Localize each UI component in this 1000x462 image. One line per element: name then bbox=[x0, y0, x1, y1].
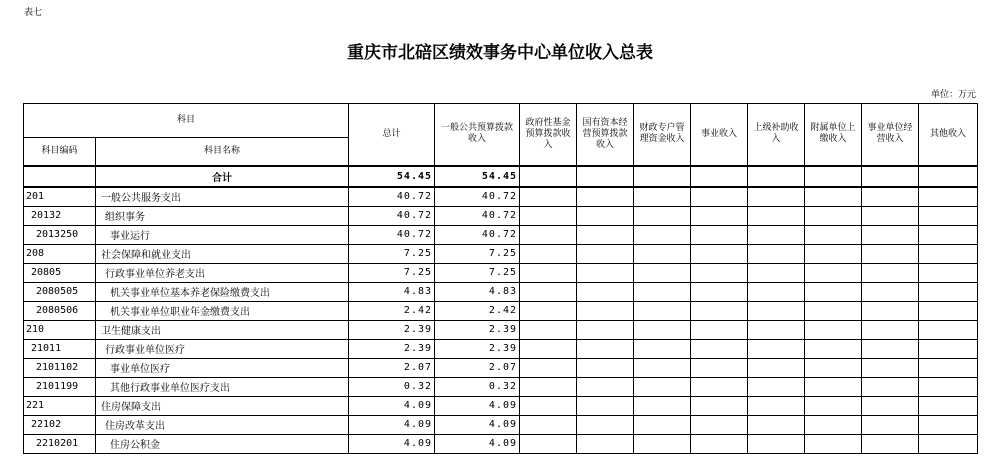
empty-cell bbox=[919, 377, 978, 396]
empty-cell bbox=[862, 320, 919, 339]
summary-label: 合计 bbox=[96, 166, 349, 187]
total-value: 0.32 bbox=[349, 377, 435, 396]
total-value: 40.72 bbox=[349, 225, 435, 244]
empty-cell bbox=[748, 415, 805, 434]
empty-cell bbox=[805, 320, 862, 339]
subject-name: 社会保障和就业支出 bbox=[96, 244, 349, 263]
empty-cell bbox=[634, 434, 691, 453]
empty-cell bbox=[919, 206, 978, 225]
total-value: 2.39 bbox=[349, 320, 435, 339]
empty-cell bbox=[577, 434, 634, 453]
header-affiliated: 附属单位上缴收入 bbox=[805, 104, 862, 166]
empty-cell bbox=[919, 358, 978, 377]
summary-empty-cell bbox=[634, 166, 691, 187]
empty-cell bbox=[691, 377, 748, 396]
empty-cell bbox=[805, 434, 862, 453]
empty-cell bbox=[691, 320, 748, 339]
table-row bbox=[24, 320, 978, 339]
total-value: 7.25 bbox=[349, 244, 435, 263]
empty-cell bbox=[805, 377, 862, 396]
empty-cell bbox=[919, 225, 978, 244]
summary-row bbox=[24, 166, 978, 187]
general-budget-value: 7.25 bbox=[435, 263, 520, 282]
empty-cell bbox=[691, 434, 748, 453]
subject-code: 2013250 bbox=[24, 225, 96, 244]
header-subject: 科目 bbox=[24, 104, 349, 138]
subject-code: 20805 bbox=[24, 263, 96, 282]
empty-cell bbox=[577, 339, 634, 358]
empty-cell bbox=[634, 187, 691, 207]
empty-cell bbox=[577, 358, 634, 377]
summary-general-budget: 54.45 bbox=[435, 166, 520, 187]
empty-cell bbox=[691, 206, 748, 225]
empty-cell bbox=[748, 187, 805, 207]
empty-cell bbox=[862, 339, 919, 358]
empty-cell bbox=[634, 339, 691, 358]
empty-cell bbox=[520, 187, 577, 207]
empty-cell bbox=[805, 263, 862, 282]
header-total: 总计 bbox=[349, 104, 435, 166]
empty-cell bbox=[748, 225, 805, 244]
empty-cell bbox=[520, 282, 577, 301]
empty-cell bbox=[520, 377, 577, 396]
subject-name: 住房改革支出 bbox=[96, 415, 349, 434]
empty-cell bbox=[862, 301, 919, 320]
empty-cell bbox=[520, 263, 577, 282]
table-row bbox=[24, 282, 978, 301]
empty-cell bbox=[577, 301, 634, 320]
subject-code: 2210201 bbox=[24, 434, 96, 453]
income-summary-table bbox=[23, 103, 978, 454]
empty-cell bbox=[691, 225, 748, 244]
empty-cell bbox=[805, 187, 862, 207]
table-row bbox=[24, 206, 978, 225]
summary-empty-cell bbox=[862, 166, 919, 187]
empty-cell bbox=[748, 206, 805, 225]
subject-name: 组织事务 bbox=[96, 206, 349, 225]
header-general-budget: 一般公共预算拨款收入 bbox=[435, 104, 520, 166]
general-budget-value: 2.39 bbox=[435, 339, 520, 358]
general-budget-value: 4.09 bbox=[435, 396, 520, 415]
subject-name: 一般公共服务支出 bbox=[96, 187, 349, 207]
general-budget-value: 4.09 bbox=[435, 415, 520, 434]
general-budget-value: 4.09 bbox=[435, 434, 520, 453]
empty-cell bbox=[805, 301, 862, 320]
unit-label: 单位：万元 bbox=[930, 90, 976, 100]
empty-cell bbox=[805, 415, 862, 434]
subject-code: 221 bbox=[24, 396, 96, 415]
empty-cell bbox=[691, 244, 748, 263]
subject-code: 208 bbox=[24, 244, 96, 263]
empty-cell bbox=[577, 206, 634, 225]
empty-cell bbox=[634, 320, 691, 339]
empty-cell bbox=[691, 263, 748, 282]
summary-empty-cell bbox=[748, 166, 805, 187]
total-value: 2.07 bbox=[349, 358, 435, 377]
general-budget-value: 2.42 bbox=[435, 301, 520, 320]
empty-cell bbox=[577, 396, 634, 415]
page-title: 重庆市北碚区绩效事务中心单位收入总表 bbox=[347, 43, 653, 63]
empty-cell bbox=[919, 434, 978, 453]
general-budget-value: 7.25 bbox=[435, 244, 520, 263]
empty-cell bbox=[634, 377, 691, 396]
subject-name: 事业运行 bbox=[96, 225, 349, 244]
empty-cell bbox=[805, 206, 862, 225]
subject-name: 机关事业单位职业年金缴费支出 bbox=[96, 301, 349, 320]
empty-cell bbox=[577, 225, 634, 244]
empty-cell bbox=[520, 339, 577, 358]
empty-cell bbox=[691, 187, 748, 207]
empty-cell bbox=[748, 301, 805, 320]
empty-cell bbox=[520, 225, 577, 244]
empty-cell bbox=[919, 396, 978, 415]
total-value: 2.42 bbox=[349, 301, 435, 320]
empty-cell bbox=[862, 225, 919, 244]
subject-name: 行政事业单位养老支出 bbox=[96, 263, 349, 282]
table-row bbox=[24, 396, 978, 415]
table-row bbox=[24, 434, 978, 453]
empty-cell bbox=[577, 244, 634, 263]
header-special-fund: 财政专户管理资金收入 bbox=[634, 104, 691, 166]
empty-cell bbox=[919, 187, 978, 207]
empty-cell bbox=[748, 244, 805, 263]
empty-cell bbox=[862, 206, 919, 225]
empty-cell bbox=[862, 415, 919, 434]
empty-cell bbox=[634, 358, 691, 377]
empty-cell bbox=[748, 377, 805, 396]
empty-cell bbox=[577, 415, 634, 434]
total-value: 7.25 bbox=[349, 263, 435, 282]
general-budget-value: 4.83 bbox=[435, 282, 520, 301]
table-row bbox=[24, 358, 978, 377]
empty-cell bbox=[862, 187, 919, 207]
table-row bbox=[24, 187, 978, 207]
empty-cell bbox=[748, 320, 805, 339]
empty-cell bbox=[748, 358, 805, 377]
empty-cell bbox=[520, 244, 577, 263]
empty-cell bbox=[862, 396, 919, 415]
empty-cell bbox=[805, 358, 862, 377]
empty-cell bbox=[691, 282, 748, 301]
empty-cell bbox=[520, 396, 577, 415]
general-budget-value: 2.07 bbox=[435, 358, 520, 377]
empty-cell bbox=[634, 282, 691, 301]
general-budget-value: 40.72 bbox=[435, 225, 520, 244]
subject-code: 22102 bbox=[24, 415, 96, 434]
empty-cell bbox=[919, 415, 978, 434]
general-budget-value: 40.72 bbox=[435, 187, 520, 207]
empty-cell bbox=[520, 358, 577, 377]
empty-cell bbox=[520, 415, 577, 434]
subject-code: 21011 bbox=[24, 339, 96, 358]
empty-cell bbox=[805, 225, 862, 244]
table-row bbox=[24, 225, 978, 244]
total-value: 40.72 bbox=[349, 187, 435, 207]
empty-cell bbox=[748, 263, 805, 282]
empty-cell bbox=[862, 434, 919, 453]
empty-cell bbox=[862, 244, 919, 263]
total-value: 40.72 bbox=[349, 206, 435, 225]
empty-cell bbox=[919, 339, 978, 358]
empty-cell bbox=[805, 396, 862, 415]
subject-name: 机关事业单位基本养老保险缴费支出 bbox=[96, 282, 349, 301]
empty-cell bbox=[919, 301, 978, 320]
empty-cell bbox=[520, 434, 577, 453]
total-value: 2.39 bbox=[349, 339, 435, 358]
empty-cell bbox=[748, 396, 805, 415]
general-budget-value: 40.72 bbox=[435, 206, 520, 225]
subject-code: 2101102 bbox=[24, 358, 96, 377]
empty-cell bbox=[748, 282, 805, 301]
empty-cell bbox=[577, 320, 634, 339]
general-budget-value: 2.39 bbox=[435, 320, 520, 339]
summary-empty-cell bbox=[919, 166, 978, 187]
empty-cell bbox=[634, 206, 691, 225]
empty-cell bbox=[919, 282, 978, 301]
empty-cell bbox=[577, 377, 634, 396]
empty-cell bbox=[634, 415, 691, 434]
table-row bbox=[24, 415, 978, 434]
empty-cell bbox=[748, 434, 805, 453]
summary-empty-cell bbox=[577, 166, 634, 187]
empty-cell bbox=[577, 187, 634, 207]
total-value: 4.09 bbox=[349, 396, 435, 415]
empty-cell bbox=[634, 244, 691, 263]
general-budget-value: 0.32 bbox=[435, 377, 520, 396]
empty-cell bbox=[520, 320, 577, 339]
subject-code: 2080505 bbox=[24, 282, 96, 301]
total-value: 4.09 bbox=[349, 415, 435, 434]
empty-cell bbox=[919, 244, 978, 263]
empty-cell bbox=[520, 301, 577, 320]
header-other: 其他收入 bbox=[919, 104, 978, 166]
subject-code: 2080506 bbox=[24, 301, 96, 320]
header-business-operation: 事业单位经营收入 bbox=[862, 104, 919, 166]
header-gov-fund: 政府性基金预算拨款收入 bbox=[520, 104, 577, 166]
empty-cell bbox=[862, 263, 919, 282]
empty-cell bbox=[805, 244, 862, 263]
subject-name: 事业单位医疗 bbox=[96, 358, 349, 377]
empty-cell bbox=[862, 282, 919, 301]
subject-name: 卫生健康支出 bbox=[96, 320, 349, 339]
empty-cell bbox=[805, 339, 862, 358]
header-business: 事业收入 bbox=[691, 104, 748, 166]
subject-code: 210 bbox=[24, 320, 96, 339]
subject-name: 住房保障支出 bbox=[96, 396, 349, 415]
empty-cell bbox=[577, 282, 634, 301]
table-row bbox=[24, 263, 978, 282]
empty-cell bbox=[862, 377, 919, 396]
subject-name: 其他行政事业单位医疗支出 bbox=[96, 377, 349, 396]
table-row bbox=[24, 339, 978, 358]
table-number-label: 表七 bbox=[24, 8, 43, 18]
empty-cell bbox=[691, 415, 748, 434]
total-value: 4.09 bbox=[349, 434, 435, 453]
empty-cell bbox=[691, 301, 748, 320]
empty-cell bbox=[634, 396, 691, 415]
empty-cell bbox=[919, 320, 978, 339]
header-state-capital: 国有资本经营预算拨款收入 bbox=[577, 104, 634, 166]
empty-cell bbox=[748, 339, 805, 358]
summary-code-cell bbox=[24, 166, 96, 187]
table-row bbox=[24, 301, 978, 320]
empty-cell bbox=[634, 225, 691, 244]
empty-cell bbox=[634, 263, 691, 282]
header-superior-subsidy: 上级补助收入 bbox=[748, 104, 805, 166]
subject-code: 2101199 bbox=[24, 377, 96, 396]
empty-cell bbox=[577, 263, 634, 282]
subject-name: 住房公积金 bbox=[96, 434, 349, 453]
header-subject-name: 科目名称 bbox=[96, 138, 349, 166]
empty-cell bbox=[919, 263, 978, 282]
subject-name: 行政事业单位医疗 bbox=[96, 339, 349, 358]
empty-cell bbox=[634, 301, 691, 320]
table-row bbox=[24, 377, 978, 396]
empty-cell bbox=[862, 358, 919, 377]
header-subject-code: 科目编码 bbox=[24, 138, 96, 166]
table-row bbox=[24, 244, 978, 263]
summary-empty-cell bbox=[520, 166, 577, 187]
empty-cell bbox=[520, 206, 577, 225]
subject-code: 20132 bbox=[24, 206, 96, 225]
summary-empty-cell bbox=[691, 166, 748, 187]
empty-cell bbox=[691, 396, 748, 415]
summary-total: 54.45 bbox=[349, 166, 435, 187]
subject-code: 201 bbox=[24, 187, 96, 207]
empty-cell bbox=[691, 339, 748, 358]
empty-cell bbox=[805, 282, 862, 301]
total-value: 4.83 bbox=[349, 282, 435, 301]
summary-empty-cell bbox=[805, 166, 862, 187]
empty-cell bbox=[691, 358, 748, 377]
